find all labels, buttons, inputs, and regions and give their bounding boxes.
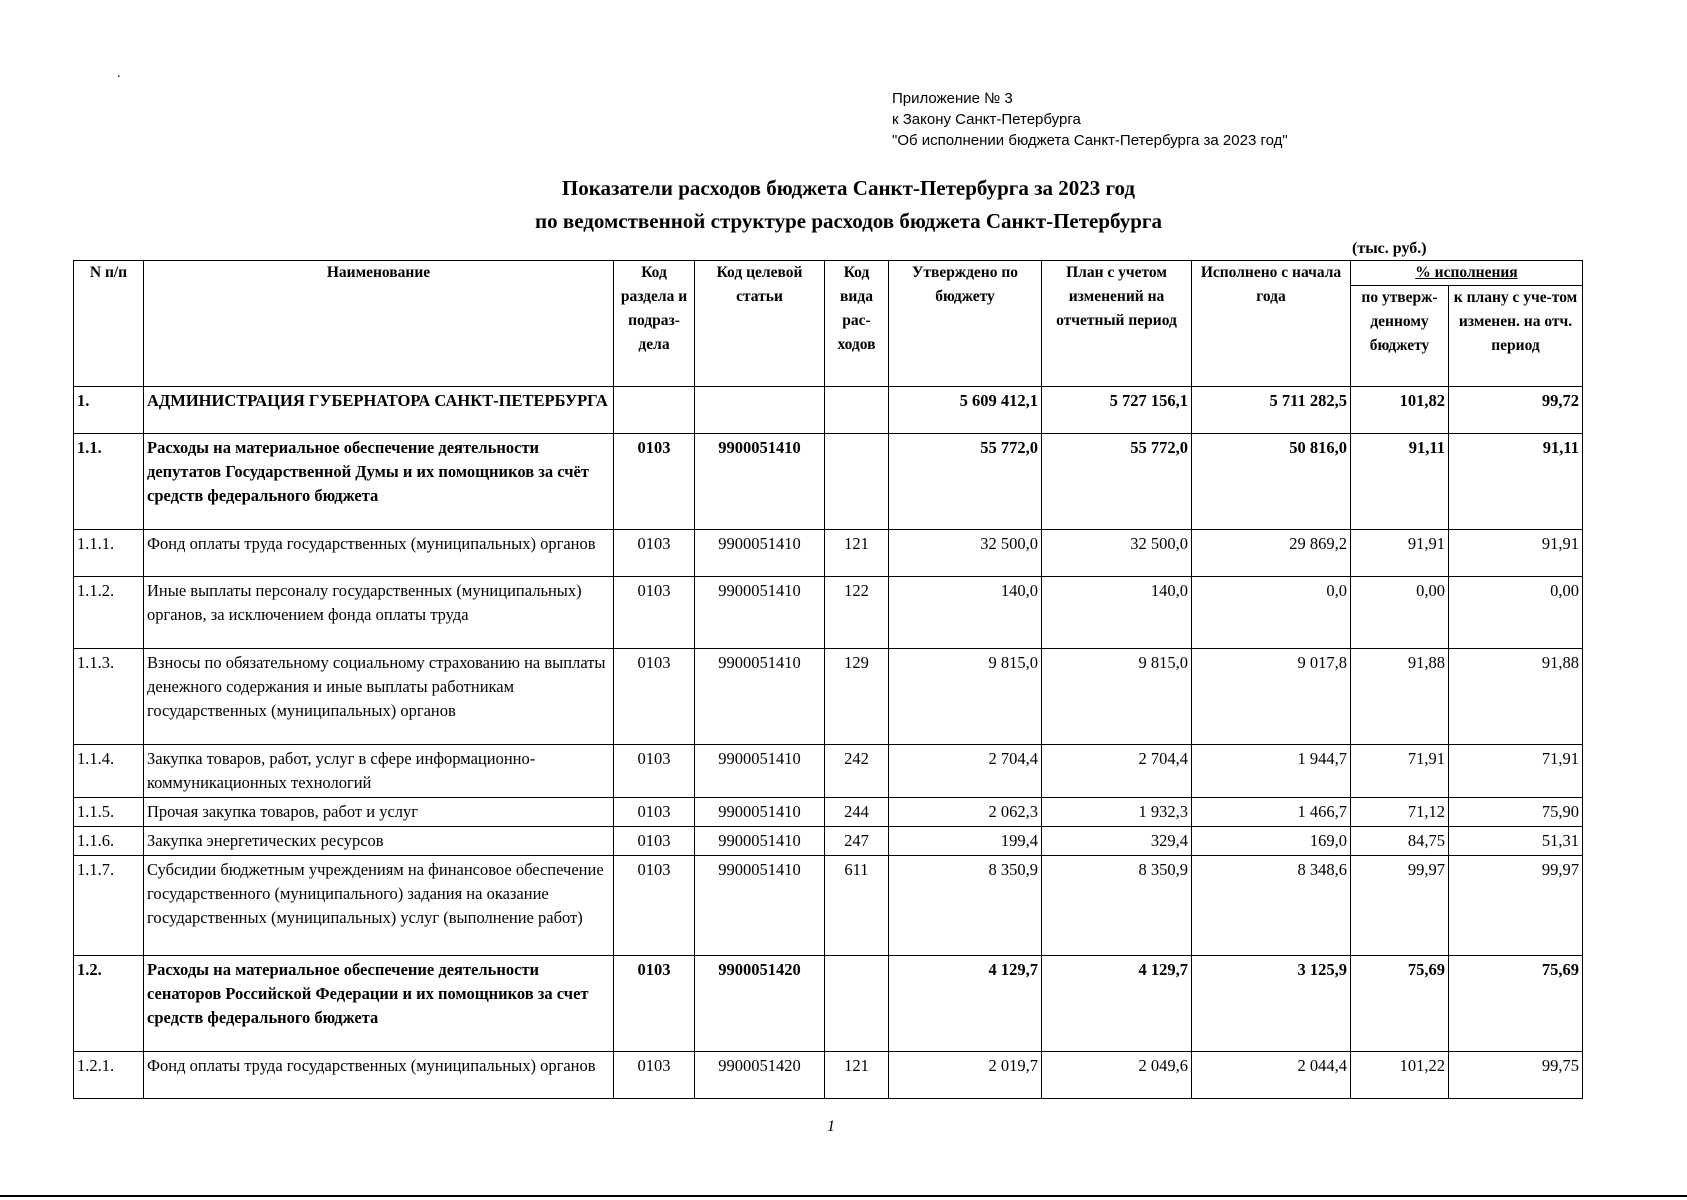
cell-plan: 32 500,0 <box>1042 530 1192 577</box>
cell-executed: 50 816,0 <box>1192 434 1351 530</box>
title-line-1: Показатели расходов бюджета Санкт-Петербурга за 2023 год <box>561 176 1136 200</box>
budget-table <box>73 260 1583 1099</box>
col-header-kind: Код вида рас-ходов <box>825 261 889 387</box>
cell-executed: 3 125,9 <box>1192 956 1351 1052</box>
cell-kind <box>825 956 889 1052</box>
cell-num: 1.1.1. <box>74 530 144 577</box>
cell-approved: 32 500,0 <box>889 530 1042 577</box>
scan-dot: . <box>117 66 121 81</box>
cell-approved: 8 350,9 <box>889 856 1042 956</box>
cell-num: 1.1.3. <box>74 649 144 745</box>
cell-plan: 2 704,4 <box>1042 745 1192 798</box>
cell-section: 0103 <box>614 956 695 1052</box>
table-row <box>74 798 1583 827</box>
cell-name: Фонд оплаты труда государственных (муниципальных) органов <box>144 1052 614 1099</box>
table-row <box>74 856 1583 956</box>
appendix-note <box>892 88 1288 151</box>
cell-section: 0103 <box>614 434 695 530</box>
scan-edge-line <box>0 1195 1687 1197</box>
table-row <box>74 649 1583 745</box>
cell-approved: 2 062,3 <box>889 798 1042 827</box>
cell-kind: 129 <box>825 649 889 745</box>
table-row <box>74 1052 1583 1099</box>
appendix-line-3: "Об исполнении бюджета Санкт-Петербурга за 2023 год" <box>892 132 1288 149</box>
cell-plan: 2 049,6 <box>1042 1052 1192 1099</box>
table-row <box>74 577 1583 649</box>
cell-kind: 611 <box>825 856 889 956</box>
cell-kind <box>825 387 889 434</box>
units-label: (тыс. руб.) <box>1352 240 1427 257</box>
cell-plan: 1 932,3 <box>1042 798 1192 827</box>
cell-num: 1.2.1. <box>74 1052 144 1099</box>
cell-name: Фонд оплаты труда государственных (муниципальных) органов <box>144 530 614 577</box>
cell-pct-plan: 0,00 <box>1449 577 1583 649</box>
cell-pct-plan: 75,69 <box>1449 956 1583 1052</box>
cell-pct-plan: 99,97 <box>1449 856 1583 956</box>
cell-target: 9900051410 <box>695 856 825 956</box>
cell-name: Иные выплаты персоналу государственных (муниципальных) органов, за исключением фонда оплаты труда <box>144 577 614 649</box>
cell-approved: 140,0 <box>889 577 1042 649</box>
cell-executed: 9 017,8 <box>1192 649 1351 745</box>
table-row <box>74 956 1583 1052</box>
cell-approved: 2 704,4 <box>889 745 1042 798</box>
col-header-pct: % исполнения <box>1351 261 1583 286</box>
cell-executed: 169,0 <box>1192 827 1351 856</box>
cell-plan: 8 350,9 <box>1042 856 1192 956</box>
cell-section: 0103 <box>614 856 695 956</box>
cell-plan: 9 815,0 <box>1042 649 1192 745</box>
cell-pct-budget: 71,12 <box>1351 798 1449 827</box>
cell-approved: 4 129,7 <box>889 956 1042 1052</box>
cell-target: 9900051420 <box>695 956 825 1052</box>
cell-pct-plan: 99,72 <box>1449 387 1583 434</box>
cell-target: 9900051410 <box>695 745 825 798</box>
cell-executed: 1 944,7 <box>1192 745 1351 798</box>
cell-target: 9900051410 <box>695 434 825 530</box>
cell-pct-budget: 75,69 <box>1351 956 1449 1052</box>
cell-target: 9900051410 <box>695 577 825 649</box>
cell-num: 1.1. <box>74 434 144 530</box>
table-row <box>74 387 1583 434</box>
cell-pct-budget: 71,91 <box>1351 745 1449 798</box>
table-row <box>74 827 1583 856</box>
cell-executed: 0,0 <box>1192 577 1351 649</box>
cell-kind: 244 <box>825 798 889 827</box>
cell-pct-plan: 91,11 <box>1449 434 1583 530</box>
col-header-num: N п/п <box>74 261 144 387</box>
cell-executed: 2 044,4 <box>1192 1052 1351 1099</box>
cell-name: Взносы по обязательному социальному страхованию на выплаты денежного содержания и иные выплаты работникам государственных (муниципальных) органов <box>144 649 614 745</box>
cell-num: 1.1.5. <box>74 798 144 827</box>
cell-pct-plan: 71,91 <box>1449 745 1583 798</box>
cell-executed: 1 466,7 <box>1192 798 1351 827</box>
appendix-line-2: к Закону Санкт-Петербурга <box>892 111 1081 128</box>
page-title <box>0 172 1687 238</box>
col-header-section: Код раздела и подраз-дела <box>614 261 695 387</box>
table-row <box>74 434 1583 530</box>
cell-num: 1. <box>74 387 144 434</box>
cell-pct-budget: 91,91 <box>1351 530 1449 577</box>
table-row <box>74 530 1583 577</box>
col-header-pct-budget: по утверж-денному бюджету <box>1351 286 1449 387</box>
cell-executed: 29 869,2 <box>1192 530 1351 577</box>
cell-executed: 8 348,6 <box>1192 856 1351 956</box>
cell-target: 9900051420 <box>695 1052 825 1099</box>
cell-executed: 5 711 282,5 <box>1192 387 1351 434</box>
cell-num: 1.1.2. <box>74 577 144 649</box>
appendix-line-1: Приложение № 3 <box>892 90 1013 107</box>
cell-name: Расходы на материальное обеспечение деятельности сенаторов Российской Федерации и их помощников за счет средств федерального бюджета <box>144 956 614 1052</box>
cell-target <box>695 387 825 434</box>
cell-pct-budget: 84,75 <box>1351 827 1449 856</box>
col-header-executed: Исполнено с начала года <box>1192 261 1351 387</box>
cell-pct-budget: 101,22 <box>1351 1052 1449 1099</box>
cell-kind: 122 <box>825 577 889 649</box>
cell-pct-budget: 91,11 <box>1351 434 1449 530</box>
cell-pct-plan: 91,88 <box>1449 649 1583 745</box>
cell-section <box>614 387 695 434</box>
cell-plan: 140,0 <box>1042 577 1192 649</box>
cell-pct-plan: 51,31 <box>1449 827 1583 856</box>
col-header-pct-plan: к плану с уче-том изменен. на отч. период <box>1449 286 1583 387</box>
cell-target: 9900051410 <box>695 530 825 577</box>
cell-pct-plan: 75,90 <box>1449 798 1583 827</box>
cell-name: Прочая закупка товаров, работ и услуг <box>144 798 614 827</box>
table-row <box>74 745 1583 798</box>
cell-approved: 2 019,7 <box>889 1052 1042 1099</box>
cell-kind <box>825 434 889 530</box>
cell-approved: 199,4 <box>889 827 1042 856</box>
cell-approved: 55 772,0 <box>889 434 1042 530</box>
cell-pct-budget: 101,82 <box>1351 387 1449 434</box>
cell-plan: 5 727 156,1 <box>1042 387 1192 434</box>
cell-plan: 329,4 <box>1042 827 1192 856</box>
cell-target: 9900051410 <box>695 798 825 827</box>
cell-kind: 121 <box>825 1052 889 1099</box>
cell-kind: 247 <box>825 827 889 856</box>
cell-name: Расходы на материальное обеспечение деятельности депутатов Государственной Думы и их помощников за счёт средств федерального бюджета <box>144 434 614 530</box>
cell-pct-budget: 91,88 <box>1351 649 1449 745</box>
cell-target: 9900051410 <box>695 649 825 745</box>
cell-kind: 121 <box>825 530 889 577</box>
cell-num: 1.1.6. <box>74 827 144 856</box>
cell-target: 9900051410 <box>695 827 825 856</box>
cell-name: Закупка товаров, работ, услуг в сфере информационно-коммуникационных технологий <box>144 745 614 798</box>
cell-section: 0103 <box>614 577 695 649</box>
cell-name: Субсидии бюджетным учреждениям на финансовое обеспечение государственного (муниципального) задания на оказание государственных (муниципальных) услуг (выполнение работ) <box>144 856 614 956</box>
cell-kind: 242 <box>825 745 889 798</box>
cell-section: 0103 <box>614 530 695 577</box>
col-header-name: Наименование <box>144 261 614 387</box>
col-header-plan: План с учетом изменений на отчетный период <box>1042 261 1192 387</box>
cell-plan: 4 129,7 <box>1042 956 1192 1052</box>
cell-pct-plan: 91,91 <box>1449 530 1583 577</box>
cell-name: АДМИНИСТРАЦИЯ ГУБЕРНАТОРА САНКТ-ПЕТЕРБУРГА <box>144 387 614 434</box>
cell-plan: 55 772,0 <box>1042 434 1192 530</box>
col-header-target: Код целевой статьи <box>695 261 825 387</box>
cell-pct-budget: 99,97 <box>1351 856 1449 956</box>
cell-approved: 9 815,0 <box>889 649 1042 745</box>
col-header-approved: Утверждено по бюджету <box>889 261 1042 387</box>
cell-section: 0103 <box>614 827 695 856</box>
cell-name: Закупка энергетических ресурсов <box>144 827 614 856</box>
cell-section: 0103 <box>614 745 695 798</box>
cell-section: 0103 <box>614 1052 695 1099</box>
cell-pct-budget: 0,00 <box>1351 577 1449 649</box>
cell-approved: 5 609 412,1 <box>889 387 1042 434</box>
cell-num: 1.1.7. <box>74 856 144 956</box>
cell-num: 1.2. <box>74 956 144 1052</box>
cell-section: 0103 <box>614 649 695 745</box>
title-line-2: по ведомственной структуре расходов бюджета Санкт-Петербурга <box>535 209 1162 233</box>
cell-pct-plan: 99,75 <box>1449 1052 1583 1099</box>
page-number: 1 <box>827 1118 835 1135</box>
cell-section: 0103 <box>614 798 695 827</box>
cell-num: 1.1.4. <box>74 745 144 798</box>
